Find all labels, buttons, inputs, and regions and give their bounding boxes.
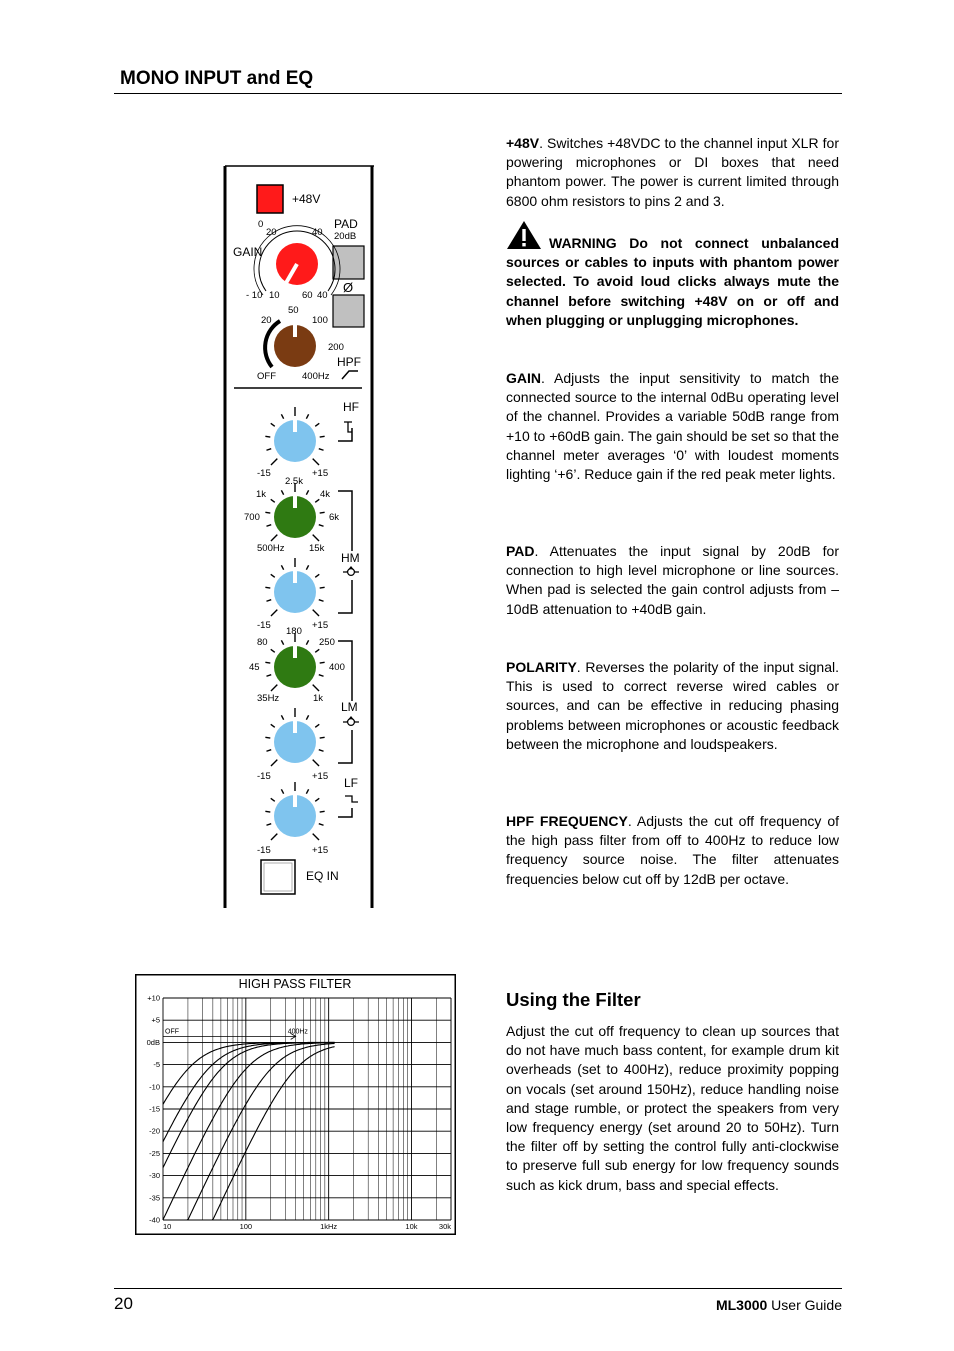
- channel-strip-illustration: [216, 160, 382, 910]
- pad-label: PAD: [334, 217, 358, 231]
- hpf-body: . Adjusts the cut off frequency of the high pass filter from off to 400Hz to reduce low frequency source noise. The filter attenuates frequencies below cut off by 12dB per octave.: [506, 813, 839, 887]
- hpf-scale-200: 200: [328, 342, 344, 353]
- page-number: 20: [114, 1294, 133, 1313]
- lm-freq-1k: 1k: [313, 693, 324, 704]
- hpf-label: HPF: [337, 355, 361, 369]
- polarity-button: [333, 295, 364, 327]
- hf-gain-min: -15: [257, 468, 271, 479]
- x-tick-label: 10k: [405, 1222, 418, 1231]
- hf-shelf-icon: [344, 422, 352, 432]
- eq-in-label: EQ IN: [306, 869, 339, 883]
- lm-label: LM: [341, 700, 358, 714]
- lm-freq-knob: [265, 633, 324, 691]
- pad-db-label: 20dB: [334, 231, 357, 242]
- hf-gain-knob: [265, 407, 324, 465]
- hpf-scale-off: OFF: [257, 371, 276, 382]
- hpf-chart: [135, 974, 457, 1236]
- phantom-button: [257, 185, 283, 213]
- lm-freq-80: 80: [257, 637, 268, 648]
- gain-scale-min: - 10: [246, 290, 263, 301]
- gain-scale-60: 60: [302, 290, 313, 301]
- y-tick-label: +10: [147, 993, 160, 1003]
- polarity-title: POLARITY: [506, 659, 577, 675]
- y-tick-label: -10: [149, 1082, 160, 1092]
- hm-freq-6k: 6k: [329, 512, 340, 523]
- gain-body: . Adjusts the input sensitivity to match the connected source to the internal 0dBu operating level of the channel. Provides a variable 50dB range from +10 to +60dB gain. The gain should be set so that the channel meter averages ‘0’ with loudest moments lighting ‘+6’. Reduce gain if the red peak meter lights.: [506, 370, 839, 483]
- y-tick-label: +5: [151, 1015, 160, 1025]
- gain-scale-0: 0: [258, 219, 264, 230]
- hm-freq-700: 700: [244, 512, 260, 523]
- hpf-knob: [265, 321, 316, 367]
- y-tick-label: -40: [149, 1215, 160, 1225]
- guide-label: User Guide: [767, 1297, 842, 1313]
- lf-shelf-icon: [345, 796, 358, 802]
- warning-paragraph: WARNING Do not connect unbalanced sources or cables to inputs with phantom power selected. To avoid loud clicks always mute the channel before switching +48V on or off and when plugging or unplugging microphones.: [506, 235, 839, 328]
- y-tick-label: -35: [149, 1193, 160, 1203]
- hpf-scale-100: 100: [312, 315, 328, 326]
- polarity-body: . Reverses the polarity of the input signal. This is used to correct reverse wired cables or sources, and can be effective in reducing phasing problems between microphones or acoustic feedback between the microphone and loudspeakers.: [506, 659, 839, 752]
- lf-gain-min: -15: [257, 845, 271, 856]
- phantom-title: +48V: [506, 135, 540, 151]
- lf-gain-max: +15: [312, 845, 329, 856]
- lm-freq-250: 250: [319, 637, 335, 648]
- annotation-400hz: 400Hz: [287, 1028, 308, 1036]
- pad-body: . Attenuates the input signal by 20dB for connection to high level microphone or line sources. When pad is selected the gain control adjusts from –10dB attenuation to +40dB gain.: [506, 543, 839, 617]
- lm-freq-45: 45: [249, 662, 260, 673]
- x-tick-label: 100: [239, 1222, 253, 1231]
- x-tick-label: 10: [163, 1222, 172, 1231]
- filter-paragraph: Adjust the cut off frequency to clean up sources that do not have much bass content, for example drum kit overheads (set to 400Hz), reduce proximity popping on vocals (set around 150Hz), reduce handling noise and stage rumble, or protect the speakers from very low frequency energy (set around 20 to 50Hz). Turn the filter off by setting the control fully anti-clockwise to preserve full sub energy for low frequency sounds such as kick drum, bass and special effects.: [506, 1023, 839, 1193]
- gain-paragraph: [506, 369, 839, 484]
- gain-scale-40: 40: [312, 227, 323, 238]
- y-tick-label: -15: [149, 1104, 160, 1114]
- hm-freq-2k5: 2.5k: [285, 476, 303, 487]
- hm-freq-1k: 1k: [256, 489, 267, 500]
- gain-scale-10: 10: [269, 290, 280, 301]
- hm-freq-500: 500Hz: [257, 543, 285, 554]
- hpf-symbol-icon: [342, 371, 358, 379]
- filter-heading: Using the Filter: [506, 989, 641, 1010]
- hm-freq-15k: 15k: [309, 543, 325, 554]
- hpf-scale-50: 50: [288, 305, 299, 316]
- lf-label: LF: [344, 776, 359, 790]
- hm-gain-knob: [265, 558, 324, 616]
- y-tick-label: -30: [149, 1171, 160, 1181]
- gain-scale-pad40: 40: [317, 290, 328, 301]
- y-tick-label: -5: [153, 1060, 160, 1070]
- hf-gain-max: +15: [312, 468, 329, 479]
- phantom-paragraph: [506, 134, 839, 211]
- phantom-body: . Switches +48VDC to the channel input XLR for powering microphones or DI boxes that need phantom power. The power is current limited through 6800 ohm resistors to pins 2 and 3.: [506, 135, 839, 209]
- pad-paragraph: [506, 542, 839, 619]
- y-tick-label: 0dB: [146, 1037, 160, 1047]
- hpf-paragraph: [506, 812, 839, 889]
- gain-title: GAIN: [506, 370, 541, 386]
- footer-product: [716, 1297, 842, 1313]
- product-name: ML3000: [715, 1297, 768, 1313]
- hm-freq-4k: 4k: [320, 489, 331, 500]
- lm-freq-180: 180: [286, 626, 302, 637]
- footer-rule: [114, 1288, 842, 1289]
- x-tick-label: 30k: [438, 1222, 451, 1231]
- pad-button: [333, 246, 364, 279]
- lf-gain-knob: [265, 782, 324, 840]
- phantom-label: +48V: [292, 192, 321, 206]
- y-tick-label: -20: [149, 1126, 160, 1136]
- hm-label: HM: [341, 551, 360, 565]
- lm-freq-35: 35Hz: [257, 693, 280, 704]
- lm-freq-400: 400: [329, 662, 345, 673]
- hm-gain-max: +15: [312, 620, 329, 631]
- chart-title: HIGH PASS FILTER: [238, 977, 352, 991]
- gain-scale-20: 20: [266, 227, 277, 238]
- hm-freq-knob: [265, 483, 324, 541]
- lm-gain-knob: [265, 708, 324, 766]
- hpf-title: HPF FREQUENCY: [506, 813, 628, 829]
- header-rule: [114, 93, 842, 94]
- y-tick-label: -25: [149, 1148, 160, 1158]
- hf-label: HF: [343, 400, 359, 414]
- annotation-off: OFF: [165, 1028, 179, 1036]
- gain-label: GAIN: [233, 245, 263, 259]
- hm-gain-min: -15: [257, 620, 271, 631]
- polarity-symbol: Ø: [343, 280, 354, 295]
- pad-title: PAD: [506, 543, 535, 559]
- hpf-scale-20: 20: [261, 315, 272, 326]
- lm-gain-max: +15: [312, 771, 329, 782]
- hpf-scale-400: 400Hz: [302, 371, 330, 382]
- x-tick-label: 1kHz: [320, 1222, 338, 1231]
- polarity-paragraph: [506, 658, 839, 754]
- lm-gain-min: -15: [257, 771, 271, 782]
- page-title: MONO INPUT and EQ: [120, 68, 314, 89]
